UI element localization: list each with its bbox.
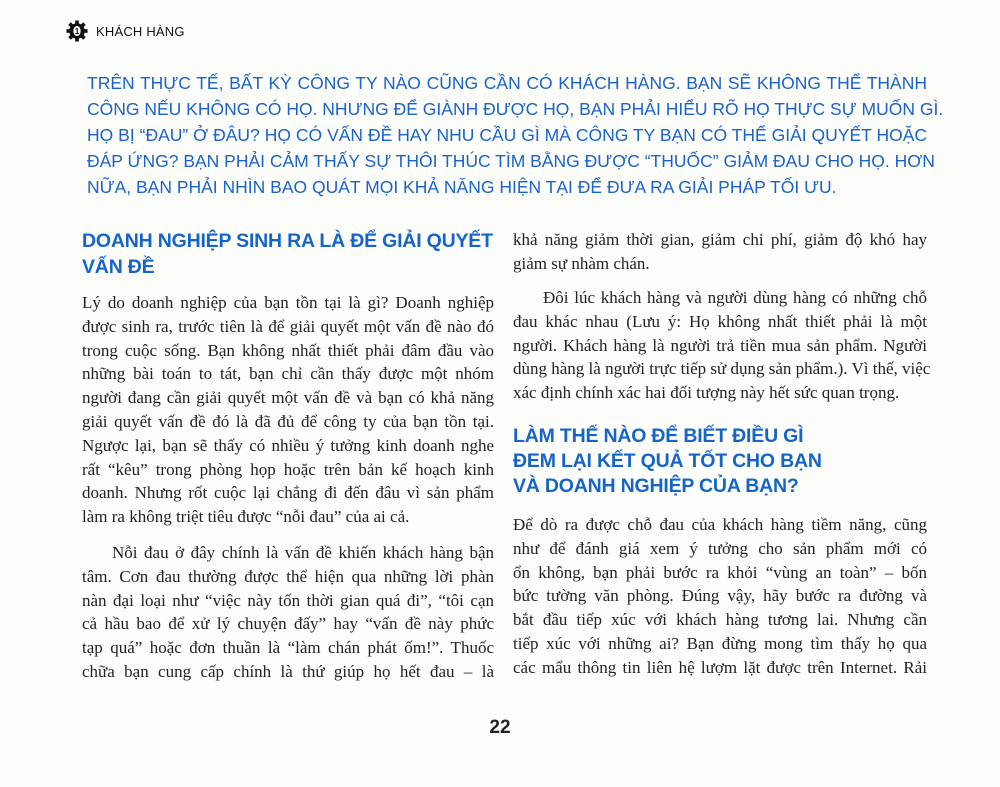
- text-line: xác định chính xác hai đối tượng này hết sức quan trọng.: [513, 383, 900, 403]
- text-line: Nỗi đau ở đây chính là vấn đề khiến khách hàng bận: [112, 543, 494, 562]
- text-line: được sinh ra, trước tiên là để giải quyết một vấn đề nào đó: [82, 316, 494, 336]
- text-line: nàn đại loại như “việc này tốn thời gian quá đi”, “tôi cạn: [82, 590, 494, 610]
- section-heading-right: [513, 424, 927, 499]
- text-line: đau khác nhau (Lưu ý: Họ không nhất thiết phải là một: [513, 311, 927, 331]
- heading-line: VÀ DOANH NGHIỆP CỦA BẠN?: [513, 475, 799, 497]
- page-number: 22: [489, 717, 511, 738]
- text-line: người. Khách hàng là người trả tiền mua sản phẩm. Người: [513, 335, 927, 355]
- text-line: dùng hàng là người trực tiếp sử dụng sản phẩm.). Vì thế, việc: [513, 359, 931, 379]
- left-paragraph-2: [82, 541, 494, 684]
- heading-line: ĐEM LẠI KẾT QUẢ TỐT CHO BẠN: [513, 450, 822, 472]
- text-line: ổn không, bạn phải bước ra khỏi “vùng an toàn” – bốn: [513, 562, 927, 582]
- heading-line: DOANH NGHIỆP SINH RA LÀ ĐỂ GIẢI QUYẾT: [82, 230, 493, 252]
- text-line: Lý do doanh nghiệp của bạn tồn tại là gì? Doanh nghiệp: [82, 293, 494, 312]
- section-heading-left: [82, 228, 494, 280]
- left-paragraph-1: [82, 291, 494, 529]
- text-line: như để đánh giá xem ý tưởng cho sản phẩm mới có: [513, 538, 927, 558]
- text-line: giải quyết vấn đề đó là đã đủ để công ty của bạn tồn tại.: [82, 411, 494, 431]
- right-paragraph-2: [513, 286, 931, 405]
- text-line: tạp quá” hoặc đơn thuần là “làm chán phát ốm!”. Thuốc: [82, 638, 494, 658]
- text-line: các mẩu thông tin liên hệ lượm lặt được trên Internet. Rải: [513, 657, 927, 677]
- text-line: Ngược lại, bạn sẽ thấy có nhiều ý tưởng kinh doanh nghe: [82, 435, 494, 455]
- text-line: người đang cần giải quyết một vấn đề và bạn có khả năng: [82, 388, 494, 408]
- text-line: tâm. Cơn đau thường được thể hiện qua những lời phàn: [82, 566, 494, 586]
- text-line: doanh. Nhưng rốt cuộc lại chẳng đi đến đâu vì sản phẩm: [82, 483, 494, 503]
- right-paragraph-1: [513, 228, 927, 276]
- intro-line: CÔNG NẾU KHÔNG CÓ HỌ. NHƯNG ĐỂ GIÀNH ĐƯỢC HỌ, BẠN PHẢI HIỂU RÕ HỌ THỰC SỰ MUỐN GÌ.: [87, 99, 944, 119]
- text-line: Đôi lúc khách hàng và người dùng hàng có những chỗ: [543, 288, 927, 307]
- text-line: giảm sự nhàm chán.: [513, 253, 650, 273]
- text-line: khả năng giảm thời gian, giảm chi phí, giảm độ khó hay: [513, 230, 927, 249]
- right-paragraph-3: [513, 513, 927, 680]
- intro-line: HỌ BỊ “ĐAU” Ở ĐÂU? HỌ CÓ VẤN ĐỀ HAY NHU CẦU GÌ MÀ CÔNG TY BẠN CÓ THỂ GIẢI QUYẾT HOẶC: [87, 125, 927, 145]
- text-line: trong cuộc sống. Bạn không nhất thiết phải đâm đầu vào: [82, 340, 494, 360]
- text-line: tiếp xúc với những ai? Bạn đừng mong tìm thấy họ qua: [513, 633, 927, 653]
- text-line: bức tường văn phòng. Đúng vậy, hãy bước ra đường và: [513, 586, 927, 606]
- heading-line: VẤN ĐỀ: [82, 256, 155, 278]
- gear-icon: [66, 20, 88, 42]
- text-line: chữa bạn cung cấp chính là thứ giúp họ hết đau – là: [82, 661, 494, 681]
- text-line: rất “kêu” trong phòng họp hoặc trên bản kế hoạch kinh: [82, 459, 494, 479]
- chapter-number: 1: [74, 27, 80, 37]
- intro-line: NỮA, BẠN PHẢI NHÌN BAO QUÁT MỌI KHẢ NĂNG HIỆN TẠI ĐỂ ĐƯA RA GIẢI PHÁP TỐI ƯU.: [87, 177, 837, 197]
- text-line: bắt đầu tiếp xúc với khách hàng tương lai. Nhưng cần: [513, 610, 927, 630]
- heading-line: LÀM THẾ NÀO ĐỂ BIẾT ĐIỀU GÌ: [513, 425, 804, 447]
- section-title: KHÁCH HÀNG: [96, 23, 185, 39]
- intro-line: TRÊN THỰC TẾ, BẤT KỲ CÔNG TY NÀO CŨNG CẦN CÓ KHÁCH HÀNG. BẠN SẼ KHÔNG THỂ THÀNH: [87, 73, 927, 93]
- text-line: làm ra không triệt tiêu được “nỗi đau” của ai cả.: [82, 507, 410, 527]
- text-line: những bài toán to tát, bạn chỉ cần thấy được một nhóm: [82, 364, 494, 384]
- text-line: Để dò ra được chỗ đau của khách hàng tiềm năng, cũng: [513, 515, 927, 534]
- text-line: cả hầu bao để xử lý chuyện đấy” hay “vấn đề này phức: [82, 614, 494, 634]
- intro-paragraph: [87, 70, 944, 200]
- intro-line: ĐÁP ỨNG? BẠN PHẢI CẢM THẤY SỰ THÔI THÚC TÌM BẰNG ĐƯỢC “THUỐC” GIẢM ĐAU CHO HỌ. HƠN: [87, 151, 935, 171]
- running-header: [66, 20, 185, 42]
